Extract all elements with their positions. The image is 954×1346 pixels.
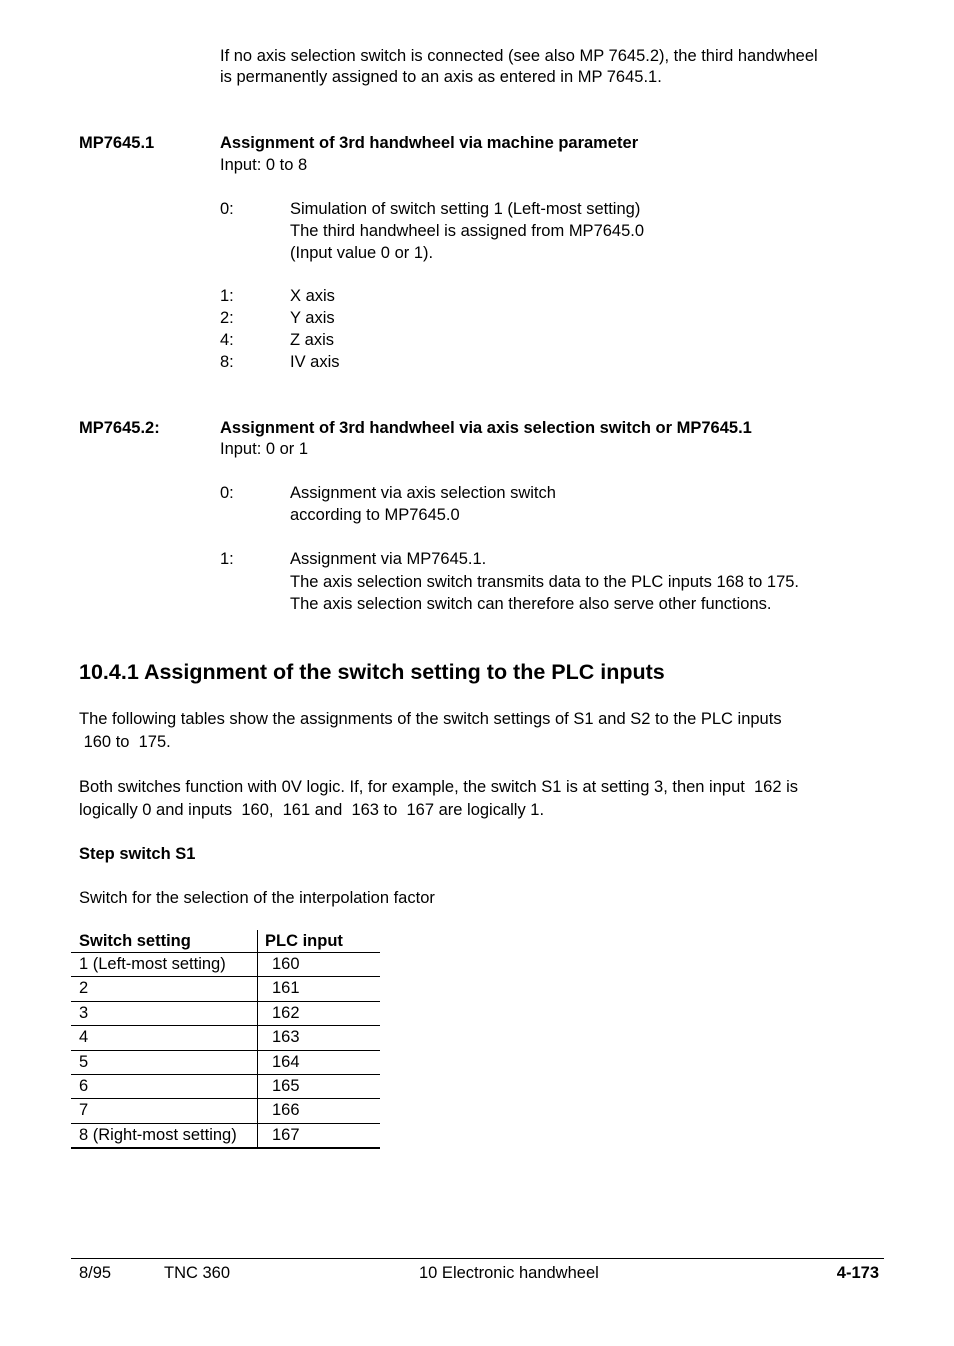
table-cell: 166 <box>258 1099 381 1123</box>
table-cell: 163 <box>258 1026 381 1050</box>
table-row <box>71 1074 380 1098</box>
footer-date: 8/95 <box>79 1264 112 1282</box>
mp76451-input: Input: 0 to 8 <box>220 156 308 174</box>
paragraph-line: logically 0 and inputs 160, 161 and 163 to 167 are logically 1. <box>79 801 545 819</box>
option-text: Y axis <box>290 309 335 327</box>
option-key: 0: <box>220 200 234 218</box>
table-cell: 6 <box>71 1074 258 1098</box>
section-heading: 10.4.1 Assignment of the switch setting to the PLC inputs <box>79 660 665 684</box>
table-row <box>71 1123 380 1148</box>
table-row <box>71 1099 380 1123</box>
mp76452-input: Input: 0 or 1 <box>220 440 309 458</box>
option-text: (Input value 0 or 1). <box>290 244 434 262</box>
option-key: 0: <box>220 484 234 502</box>
table-cell: 165 <box>258 1074 381 1098</box>
table-cell: 1 (Left-most setting) <box>71 953 258 977</box>
table-header-cell: PLC input <box>258 930 381 953</box>
table-header-cell: Switch setting <box>71 930 258 953</box>
switch-table <box>71 930 380 1149</box>
option-text: according to MP7645.0 <box>290 506 460 524</box>
option-text: The third handwheel is assigned from MP7645.0 <box>290 222 645 240</box>
mp76452-label: MP7645.2: <box>79 419 160 437</box>
option-key: 1: <box>220 287 234 305</box>
paragraph-line: 160 to 175. <box>79 733 171 751</box>
table-cell: 161 <box>258 977 381 1001</box>
option-key: 4: <box>220 331 234 349</box>
option-text: IV axis <box>290 353 340 371</box>
option-text: The axis selection switch transmits data to the PLC inputs 168 to 175. <box>290 573 800 591</box>
table-cell: 2 <box>71 977 258 1001</box>
table-row <box>71 953 380 977</box>
table-cell: 160 <box>258 953 381 977</box>
intro-line-1: If no axis selection switch is connected (see also MP 7645.2), the third handwheel <box>220 47 818 65</box>
footer-divider <box>71 1258 884 1259</box>
subheading: Step switch S1 <box>79 845 196 863</box>
table-cell: 8 (Right-most setting) <box>71 1123 258 1148</box>
table-row <box>71 977 380 1001</box>
table-header-row <box>71 930 380 953</box>
table-cell: 167 <box>258 1123 381 1148</box>
intro-line-2: is permanently assigned to an axis as entered in MP 7645.1. <box>220 68 662 86</box>
table-row <box>71 1050 380 1074</box>
table-cell: 162 <box>258 1001 381 1025</box>
paragraph-line: The following tables show the assignments of the switch settings of S1 and S2 to the PLC inputs <box>79 710 782 728</box>
table-cell: 164 <box>258 1050 381 1074</box>
page-number: 4-173 <box>836 1264 879 1282</box>
footer-chapter: 10 Electronic handwheel <box>419 1264 599 1282</box>
table-cell: 3 <box>71 1001 258 1025</box>
option-text: Z axis <box>290 331 335 349</box>
mp76451-title: Assignment of 3rd handwheel via machine parameter <box>220 134 639 152</box>
option-text: The axis selection switch can therefore also serve other functions. <box>290 595 772 613</box>
table-cell: 5 <box>71 1050 258 1074</box>
table-row <box>71 1001 380 1025</box>
mp76452-title: Assignment of 3rd handwheel via axis selection switch or MP7645.1 <box>220 419 752 437</box>
footer-model: TNC 360 <box>164 1264 231 1282</box>
table-cell: 4 <box>71 1026 258 1050</box>
table-cell: 7 <box>71 1099 258 1123</box>
option-text: Simulation of switch setting 1 (Left-most setting) <box>290 200 641 218</box>
option-key: 2: <box>220 309 234 327</box>
paragraph-line: Both switches function with 0V logic. If, for example, the switch S1 is at setting 3, then input 162 is <box>79 778 799 796</box>
option-key: 8: <box>220 353 234 371</box>
option-text: Assignment via MP7645.1. <box>290 550 487 568</box>
option-text: X axis <box>290 287 335 305</box>
description: Switch for the selection of the interpolation factor <box>79 889 435 907</box>
option-text: Assignment via axis selection switch <box>290 484 556 502</box>
option-key: 1: <box>220 550 234 568</box>
mp76451-label: MP7645.1 <box>79 134 155 152</box>
table-row <box>71 1026 380 1050</box>
